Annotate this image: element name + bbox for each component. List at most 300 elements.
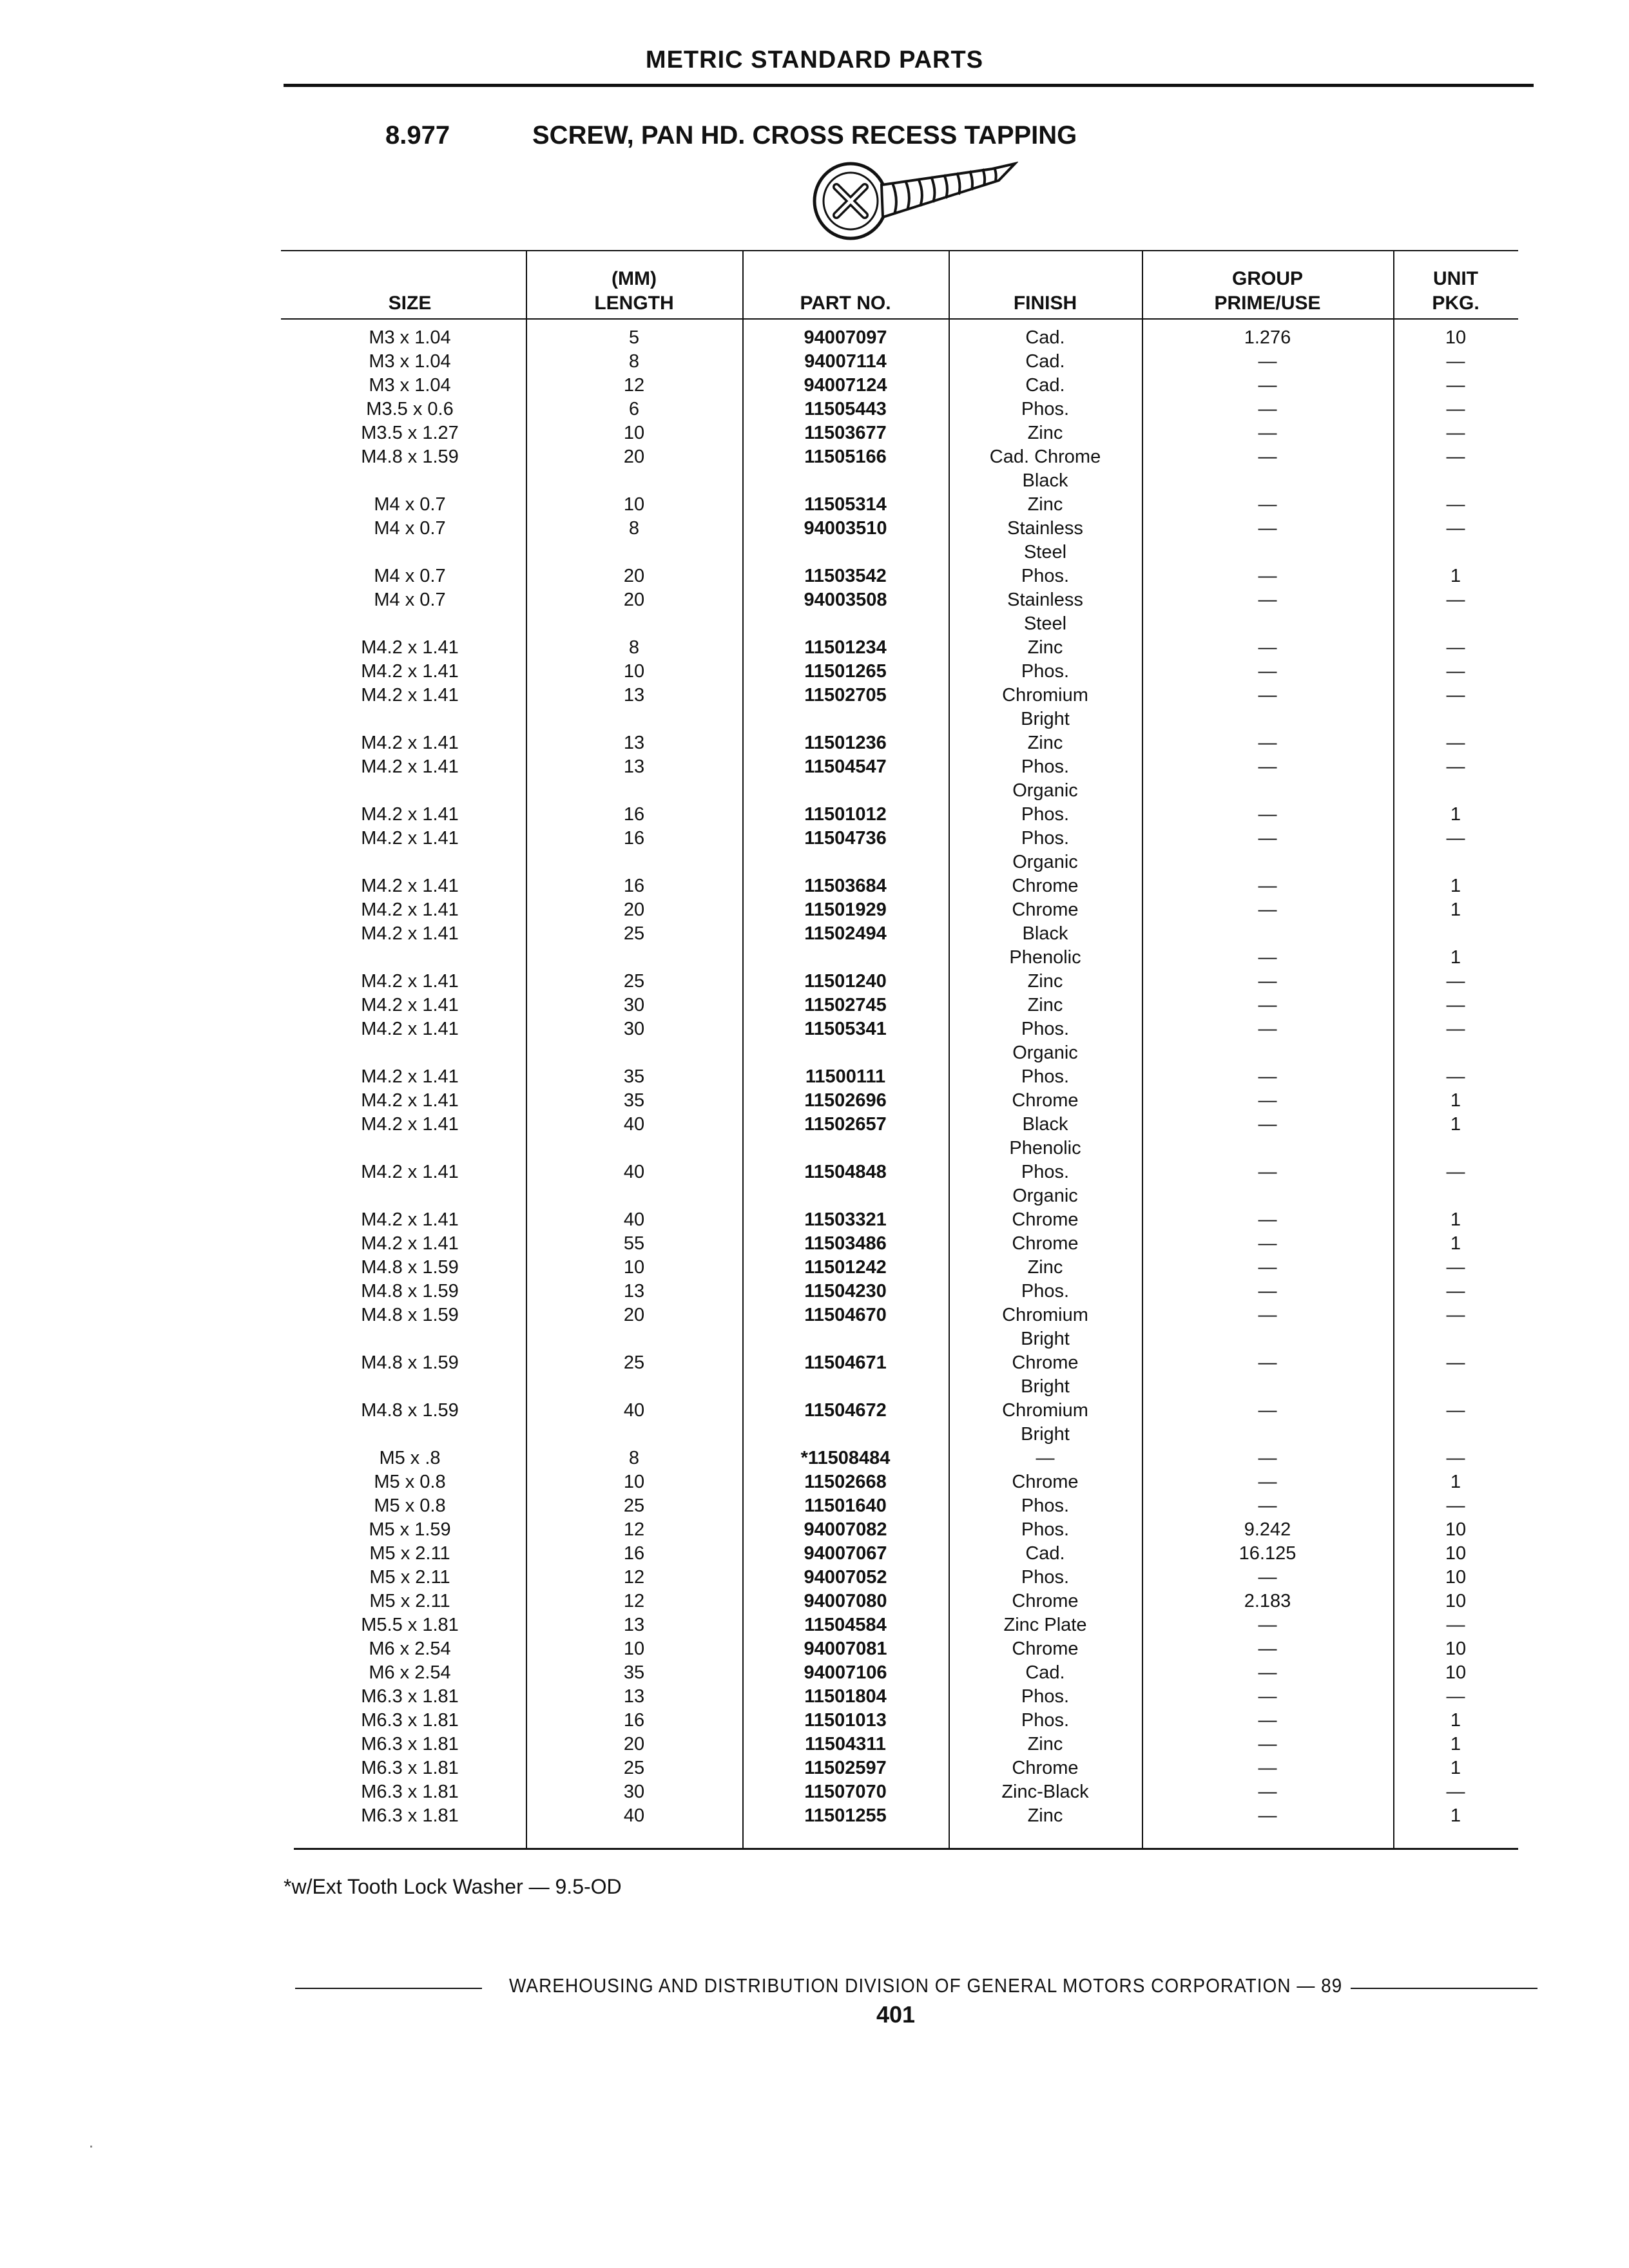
cell-unit-pkg: 10 xyxy=(1445,1639,1467,1659)
cell-unit-pkg: 1 xyxy=(1450,1209,1461,1230)
cell-length: 10 xyxy=(623,494,645,515)
cell-group: — xyxy=(1258,828,1277,849)
header-finish: FINISH xyxy=(1013,293,1077,314)
cell-length: 10 xyxy=(623,1639,645,1659)
page-header-title: METRIC STANDARD PARTS xyxy=(645,46,984,73)
cell-size: M4.2 x 1.41 xyxy=(361,637,459,658)
pan-head-cross-recess-tapping-screw-icon xyxy=(805,149,1018,246)
cell-size: M5 x 2.11 xyxy=(369,1591,450,1611)
table-row xyxy=(281,1733,1518,1756)
parts-table xyxy=(281,246,1518,1850)
cell-size: M4.2 x 1.41 xyxy=(361,1162,459,1182)
cell-group: — xyxy=(1258,494,1277,515)
footer-text: WAREHOUSING AND DISTRIBUTION DIVISION OF GENERAL MOTORS CORPORATION — 89 xyxy=(509,1974,1343,1997)
cell-group: — xyxy=(1258,685,1277,706)
cell-finish-continued: Bright xyxy=(1021,1376,1070,1397)
cell-length: 12 xyxy=(623,1519,645,1540)
cell-finish: Chrome xyxy=(1012,1758,1079,1778)
page-number: 401 xyxy=(876,2001,916,2028)
cell-finish: Phos. xyxy=(1021,1066,1070,1087)
cell-length: 10 xyxy=(623,1472,645,1492)
cell-length: 8 xyxy=(628,518,640,539)
cell-finish-continued: Phenolic xyxy=(1009,1138,1081,1158)
cell-size: M3.5 x 0.6 xyxy=(366,399,454,419)
cell-part-no: 94007052 xyxy=(804,1567,887,1588)
cell-group: — xyxy=(1258,1209,1277,1230)
cell-finish: Zinc xyxy=(1027,494,1063,515)
cell-length: 35 xyxy=(623,1066,645,1087)
cell-group: — xyxy=(1258,1758,1277,1778)
cell-length: 6 xyxy=(628,399,640,419)
table-row xyxy=(281,731,1518,755)
table-row xyxy=(281,1494,1518,1518)
cell-length: 20 xyxy=(623,447,645,467)
cell-part-no: *11508484 xyxy=(800,1448,891,1468)
table-row xyxy=(281,1399,1518,1446)
cell-length: 25 xyxy=(623,923,645,944)
footer-rule-right xyxy=(1351,1988,1537,1989)
table-row xyxy=(281,1685,1518,1709)
cell-unit-pkg: — xyxy=(1446,971,1465,992)
cell-finish: Chrome xyxy=(1012,1209,1079,1230)
cell-part-no: 11502705 xyxy=(804,685,887,706)
cell-length: 25 xyxy=(623,1758,645,1778)
cell-part-no: 11502597 xyxy=(804,1758,887,1778)
cell-size: M5 x 1.59 xyxy=(369,1519,451,1540)
table-row xyxy=(281,350,1518,374)
cell-group: — xyxy=(1258,351,1277,372)
cell-size: M4.2 x 1.41 xyxy=(361,1090,459,1111)
cell-size: M4.8 x 1.59 xyxy=(361,1257,459,1278)
cell-length: 13 xyxy=(623,1615,645,1635)
cell-finish: Zinc xyxy=(1027,1805,1063,1826)
cell-unit-pkg: — xyxy=(1446,518,1465,539)
cell-finish: Chrome xyxy=(1012,1591,1079,1611)
cell-finish: Zinc xyxy=(1027,733,1063,753)
cell-length: 35 xyxy=(623,1662,645,1683)
cell-size: M4.2 x 1.41 xyxy=(361,923,459,944)
cell-finish: Phos. xyxy=(1021,1162,1070,1182)
cell-part-no: 11501242 xyxy=(804,1257,887,1278)
cell-part-no: 11503684 xyxy=(804,876,887,896)
cell-size: M6.3 x 1.81 xyxy=(361,1686,459,1707)
cell-unit-pkg: 1 xyxy=(1450,1233,1461,1254)
cell-length: 40 xyxy=(623,1805,645,1826)
cell-part-no: 11505314 xyxy=(804,494,887,515)
cell-unit-pkg: 1 xyxy=(1450,1758,1461,1778)
cell-length: 25 xyxy=(623,1495,645,1516)
cell-finish: Cad. Chrome xyxy=(989,447,1101,467)
cell-part-no: 11501012 xyxy=(804,804,887,825)
cell-part-no: 11501013 xyxy=(804,1710,887,1731)
cell-part-no: 11502696 xyxy=(804,1090,887,1111)
cell-finish: Phos. xyxy=(1021,1019,1070,1039)
header-unit-pkg: UNIT PKG. xyxy=(1432,268,1480,314)
cell-unit-pkg: — xyxy=(1446,399,1465,419)
cell-group: 9.242 xyxy=(1244,1519,1291,1540)
cell-size: M4.8 x 1.59 xyxy=(361,1400,459,1421)
cell-part-no: 11504230 xyxy=(804,1281,887,1302)
cell-unit-pkg: 10 xyxy=(1445,1591,1467,1611)
cell-finish: Phos. xyxy=(1021,1281,1070,1302)
cell-finish-continued: Bright xyxy=(1021,709,1070,729)
table-row xyxy=(281,636,1518,660)
cell-length: 25 xyxy=(623,1352,645,1373)
cell-part-no: 94007082 xyxy=(804,1519,887,1540)
cell-finish: Chrome xyxy=(1012,1352,1079,1373)
table-row xyxy=(281,994,1518,1017)
cell-length: 13 xyxy=(623,1686,645,1707)
cell-unit-pkg: — xyxy=(1446,756,1465,777)
cell-size: M4.2 x 1.41 xyxy=(361,1233,459,1254)
header-length: (MM) LENGTH xyxy=(594,268,674,314)
cell-unit-pkg: — xyxy=(1446,1495,1465,1516)
cell-unit-pkg: 10 xyxy=(1445,1567,1467,1588)
cell-group: — xyxy=(1258,1662,1277,1683)
cell-size: M5.5 x 1.81 xyxy=(361,1615,459,1635)
cell-part-no: 11504584 xyxy=(804,1615,887,1635)
cell-size: M4.2 x 1.41 xyxy=(361,995,459,1015)
table-row xyxy=(281,1470,1518,1494)
cell-length: 16 xyxy=(623,804,645,825)
cell-size: M4.8 x 1.59 xyxy=(361,1352,459,1373)
cell-length: 30 xyxy=(623,1782,645,1802)
cell-size: M5 x 0.8 xyxy=(374,1495,446,1516)
cell-part-no: 11504671 xyxy=(804,1352,887,1373)
cell-finish: Phos. xyxy=(1021,1686,1070,1707)
cell-finish: Chrome xyxy=(1012,1639,1079,1659)
cell-finish: Phos. xyxy=(1021,756,1070,777)
cell-finish: Zinc xyxy=(1027,423,1063,443)
cell-group: — xyxy=(1258,637,1277,658)
cell-finish: Phos. xyxy=(1021,804,1070,825)
cell-group: — xyxy=(1258,661,1277,682)
table-row xyxy=(281,1756,1518,1780)
cell-finish: Zinc xyxy=(1027,971,1063,992)
cell-group: 16.125 xyxy=(1239,1543,1296,1564)
cell-part-no: 11504670 xyxy=(804,1305,887,1325)
cell-size: M6.3 x 1.81 xyxy=(361,1805,459,1826)
table-row xyxy=(281,1232,1518,1256)
cell-size: M5 x .8 xyxy=(379,1448,441,1468)
cell-size: M4 x 0.7 xyxy=(374,590,446,610)
table-row xyxy=(281,755,1518,803)
cell-group: — xyxy=(1258,947,1277,968)
cell-size: M4.2 x 1.41 xyxy=(361,876,459,896)
cell-unit-pkg: — xyxy=(1446,995,1465,1015)
cell-finish-continued: Black xyxy=(1022,470,1068,491)
cell-part-no: 11504547 xyxy=(804,756,887,777)
cell-finish: Zinc Plate xyxy=(1003,1615,1087,1635)
cell-size: M4.2 x 1.41 xyxy=(361,661,459,682)
cell-part-no: 94007097 xyxy=(804,327,887,348)
cell-group: — xyxy=(1258,876,1277,896)
cell-length: 12 xyxy=(623,375,645,396)
cell-length: 20 xyxy=(623,1305,645,1325)
cell-finish: Phos. xyxy=(1021,1519,1070,1540)
scan-speck xyxy=(90,2146,92,2148)
cell-length: 40 xyxy=(623,1114,645,1135)
cell-finish: Black xyxy=(1022,1114,1068,1135)
table-row xyxy=(281,1113,1518,1160)
cell-finish: Chrome xyxy=(1012,1090,1079,1111)
table-row xyxy=(281,922,1518,970)
cell-finish: Stainless xyxy=(1007,590,1083,610)
cell-size: M3 x 1.04 xyxy=(369,351,451,372)
cell-group: 2.183 xyxy=(1244,1591,1291,1611)
cell-finish-continued: Steel xyxy=(1023,613,1067,634)
table-row xyxy=(281,1613,1518,1637)
cell-unit-pkg: — xyxy=(1446,733,1465,753)
cell-size: M6 x 2.54 xyxy=(369,1662,451,1683)
cell-group: — xyxy=(1258,518,1277,539)
cell-finish: Zinc xyxy=(1027,637,1063,658)
cell-group: — xyxy=(1258,375,1277,396)
cell-finish: Cad. xyxy=(1025,375,1065,396)
cell-size: M4.2 x 1.41 xyxy=(361,804,459,825)
cell-unit-pkg: — xyxy=(1446,1257,1465,1278)
cell-size: M5 x 2.11 xyxy=(369,1543,450,1564)
cell-finish: Chromium xyxy=(1002,685,1088,706)
cell-length: 35 xyxy=(623,1090,645,1111)
table-row xyxy=(281,1208,1518,1232)
cell-part-no: 11501255 xyxy=(804,1805,887,1826)
cell-finish: Chrome xyxy=(1012,899,1079,920)
cell-part-no: 11503486 xyxy=(804,1233,887,1254)
cell-length: 20 xyxy=(623,899,645,920)
cell-part-no: 11502494 xyxy=(804,923,887,944)
table-row xyxy=(281,1542,1518,1566)
cell-size: M4 x 0.7 xyxy=(374,566,446,586)
cell-group: — xyxy=(1258,1066,1277,1087)
cell-unit-pkg: 10 xyxy=(1445,1662,1467,1683)
cell-finish: Phos. xyxy=(1021,1567,1070,1588)
cell-group: — xyxy=(1258,1162,1277,1182)
header-size: SIZE xyxy=(388,293,432,314)
cell-size: M5 x 2.11 xyxy=(369,1567,450,1588)
cell-size: M3 x 1.04 xyxy=(369,375,451,396)
cell-size: M4.2 x 1.41 xyxy=(361,971,459,992)
header-part-no: PART NO. xyxy=(800,293,891,314)
cell-part-no: 11503542 xyxy=(804,566,887,586)
cell-group: — xyxy=(1258,399,1277,419)
cell-length: 20 xyxy=(623,1734,645,1754)
cell-part-no: 94007081 xyxy=(804,1639,887,1659)
cell-part-no: 11505443 xyxy=(804,399,887,419)
cell-length: 12 xyxy=(623,1591,645,1611)
cell-unit-pkg: — xyxy=(1446,447,1465,467)
table-row xyxy=(281,1303,1518,1351)
cell-group: — xyxy=(1258,1114,1277,1135)
cell-size: M5 x 0.8 xyxy=(374,1472,446,1492)
cell-finish: Phos. xyxy=(1021,566,1070,586)
cell-finish-continued: Bright xyxy=(1021,1424,1070,1445)
table-row xyxy=(281,1661,1518,1685)
cell-part-no: 11501640 xyxy=(804,1495,887,1516)
cell-part-no: 11507070 xyxy=(804,1782,887,1802)
cell-size: M4.2 x 1.41 xyxy=(361,685,459,706)
cell-finish: Phos. xyxy=(1021,661,1070,682)
cell-part-no: 11502668 xyxy=(804,1472,887,1492)
table-row xyxy=(281,803,1518,827)
cell-length: 16 xyxy=(623,876,645,896)
cell-unit-pkg: — xyxy=(1446,661,1465,682)
cell-group: — xyxy=(1258,1495,1277,1516)
cell-length: 40 xyxy=(623,1209,645,1230)
cell-finish: Stainless xyxy=(1007,518,1083,539)
table-row xyxy=(281,445,1518,493)
cell-finish-continued: Organic xyxy=(1012,1186,1078,1206)
cell-unit-pkg: 10 xyxy=(1445,1519,1467,1540)
cell-unit-pkg: — xyxy=(1446,828,1465,849)
table-row xyxy=(281,421,1518,445)
table-row xyxy=(281,1780,1518,1804)
cell-length: 13 xyxy=(623,733,645,753)
cell-finish-continued: Steel xyxy=(1023,542,1067,562)
cell-size: M6.3 x 1.81 xyxy=(361,1782,459,1802)
cell-group: — xyxy=(1258,1257,1277,1278)
cell-group: — xyxy=(1258,899,1277,920)
cell-length: 40 xyxy=(623,1400,645,1421)
cell-size: M4.2 x 1.41 xyxy=(361,828,459,849)
cell-unit-pkg: — xyxy=(1446,1019,1465,1039)
cell-unit-pkg: — xyxy=(1446,375,1465,396)
table-row xyxy=(281,970,1518,994)
cell-length: 10 xyxy=(623,661,645,682)
cell-size: M4.2 x 1.41 xyxy=(361,756,459,777)
cell-part-no: 11504736 xyxy=(804,828,887,849)
cell-group: — xyxy=(1258,1400,1277,1421)
cell-group: — xyxy=(1258,756,1277,777)
cell-finish: Cad. xyxy=(1025,327,1065,348)
cell-part-no: 94007124 xyxy=(804,375,887,396)
table-row xyxy=(281,1709,1518,1733)
table-body xyxy=(281,326,1518,1828)
table-row xyxy=(281,874,1518,898)
cell-length: 13 xyxy=(623,685,645,706)
table-row xyxy=(281,398,1518,421)
table-row xyxy=(281,898,1518,922)
cell-length: 8 xyxy=(628,637,640,658)
cell-unit-pkg: 1 xyxy=(1450,947,1461,968)
cell-unit-pkg: 10 xyxy=(1445,327,1467,348)
cell-finish: Chrome xyxy=(1012,1472,1079,1492)
cell-length: 5 xyxy=(628,327,640,348)
table-row xyxy=(281,1566,1518,1590)
cell-part-no: 11502657 xyxy=(804,1114,887,1135)
cell-finish: Cad. xyxy=(1025,1662,1065,1683)
cell-length: 16 xyxy=(623,828,645,849)
cell-finish-continued: Phenolic xyxy=(1009,947,1081,968)
cell-group: — xyxy=(1258,566,1277,586)
cell-part-no: 11501929 xyxy=(804,899,887,920)
cell-unit-pkg: 1 xyxy=(1450,1114,1461,1135)
cell-unit-pkg: — xyxy=(1446,1281,1465,1302)
table-row xyxy=(281,1518,1518,1542)
cell-group: — xyxy=(1258,1639,1277,1659)
cell-part-no: 94007106 xyxy=(804,1662,887,1683)
table-row xyxy=(281,1017,1518,1065)
cell-unit-pkg: — xyxy=(1446,590,1465,610)
cell-length: 10 xyxy=(623,423,645,443)
table-header-rule xyxy=(281,318,1518,320)
cell-size: M6.3 x 1.81 xyxy=(361,1710,459,1731)
cell-group: — xyxy=(1258,423,1277,443)
table-row xyxy=(281,326,1518,350)
cell-unit-pkg: — xyxy=(1446,1162,1465,1182)
cell-length: 8 xyxy=(628,1448,640,1468)
cell-group: — xyxy=(1258,1233,1277,1254)
cell-part-no: 11503677 xyxy=(804,423,887,443)
cell-finish-continued: Organic xyxy=(1012,780,1078,801)
cell-size: M4.2 x 1.41 xyxy=(361,1114,459,1135)
cell-size: M4.8 x 1.59 xyxy=(361,447,459,467)
cell-unit-pkg: 1 xyxy=(1450,1472,1461,1492)
cell-size: M6.3 x 1.81 xyxy=(361,1758,459,1778)
cell-unit-pkg: 1 xyxy=(1450,1710,1461,1731)
cell-unit-pkg: — xyxy=(1446,351,1465,372)
cell-group: — xyxy=(1258,733,1277,753)
cell-unit-pkg: 1 xyxy=(1450,1805,1461,1826)
table-row xyxy=(281,493,1518,517)
table-row xyxy=(281,374,1518,398)
cell-size: M6.3 x 1.81 xyxy=(361,1734,459,1754)
cell-part-no: 11505341 xyxy=(804,1019,887,1039)
cell-unit-pkg: — xyxy=(1446,637,1465,658)
cell-group: — xyxy=(1258,1805,1277,1826)
cell-size: M4.8 x 1.59 xyxy=(361,1305,459,1325)
cell-length: 55 xyxy=(623,1233,645,1254)
cell-unit-pkg: — xyxy=(1446,1352,1465,1373)
cell-group: — xyxy=(1258,1615,1277,1635)
table-top-rule xyxy=(281,250,1518,251)
cell-size: M4.2 x 1.41 xyxy=(361,733,459,753)
cell-length: 8 xyxy=(628,351,640,372)
table-row xyxy=(281,1280,1518,1303)
cell-group: — xyxy=(1258,1734,1277,1754)
cell-length: 25 xyxy=(623,971,645,992)
cell-unit-pkg: — xyxy=(1446,423,1465,443)
cell-unit-pkg: — xyxy=(1446,1615,1465,1635)
cell-finish: Zinc-Black xyxy=(1001,1782,1089,1802)
cell-group: — xyxy=(1258,1281,1277,1302)
cell-size: M4 x 0.7 xyxy=(374,518,446,539)
cell-length: 20 xyxy=(623,566,645,586)
section-title: SCREW, PAN HD. CROSS RECESS TAPPING xyxy=(532,121,1077,149)
cell-part-no: 11501236 xyxy=(804,733,887,753)
cell-unit-pkg: 10 xyxy=(1445,1543,1467,1564)
cell-group: — xyxy=(1258,804,1277,825)
cell-finish: Zinc xyxy=(1027,995,1063,1015)
cell-length: 12 xyxy=(623,1567,645,1588)
table-row xyxy=(281,1804,1518,1828)
cell-unit-pkg: 1 xyxy=(1450,804,1461,825)
table-row xyxy=(281,1637,1518,1661)
cell-part-no: 11501240 xyxy=(804,971,887,992)
cell-finish: Black xyxy=(1022,923,1068,944)
cell-unit-pkg: — xyxy=(1446,685,1465,706)
table-bottom-rule xyxy=(294,1848,1518,1850)
cell-finish: Zinc xyxy=(1027,1734,1063,1754)
cell-finish: Phos. xyxy=(1021,828,1070,849)
cell-finish: — xyxy=(1036,1448,1055,1468)
cell-unit-pkg: — xyxy=(1446,1448,1465,1468)
cell-finish-continued: Organic xyxy=(1012,852,1078,872)
cell-finish: Phos. xyxy=(1021,1710,1070,1731)
cell-size: M4.2 x 1.41 xyxy=(361,899,459,920)
cell-finish: Cad. xyxy=(1025,1543,1065,1564)
table-row xyxy=(281,1351,1518,1399)
